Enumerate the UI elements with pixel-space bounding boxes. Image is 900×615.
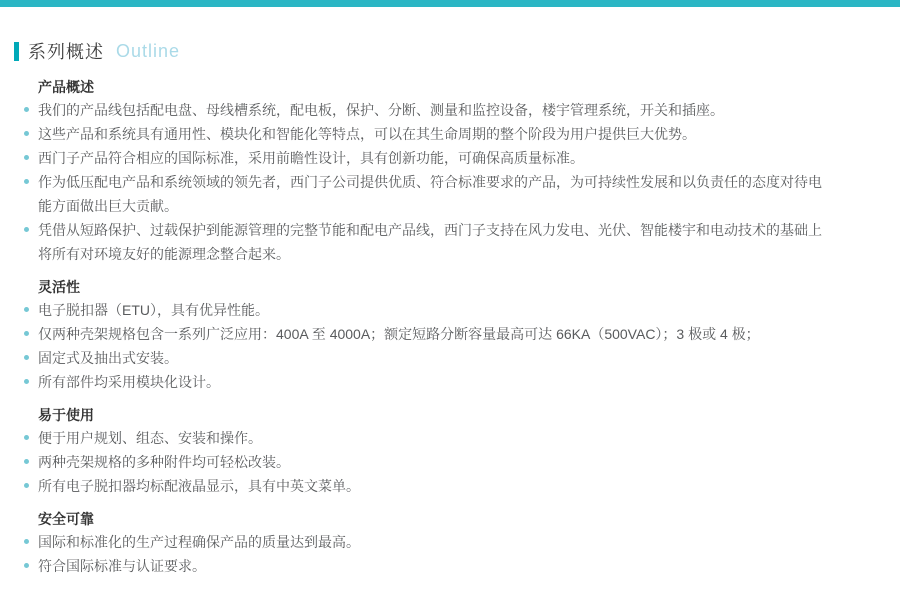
bullet-text: 西门子产品符合相应的国际标准，采用前瞻性设计，具有创新功能，可确保高质量标准。 xyxy=(38,150,584,166)
bullet-text: 仅两种壳架规格包含一系列广泛应用：400A 至 4000A；额定短路分断容量最高可达 66KA（500VAC）；3 极或 4 极； xyxy=(38,326,760,342)
bullet-dot-icon xyxy=(24,131,29,136)
list-item xyxy=(24,322,823,346)
list-item xyxy=(24,474,823,498)
bullet-text: 符合国际标准与认证要求。 xyxy=(38,558,206,574)
section-safe-reliable xyxy=(0,510,900,578)
bullet-dot-icon xyxy=(24,563,29,568)
bullet-dot-icon xyxy=(24,307,29,312)
bullet-dot-icon xyxy=(24,435,29,440)
bullet-text: 便于用户规划、组态、安装和操作。 xyxy=(38,430,262,446)
bullet-text: 两种壳架规格的多种附件均可轻松改装。 xyxy=(38,454,290,470)
bullet-text: 所有部件均采用模块化设计。 xyxy=(38,374,220,390)
bullet-text: 凭借从短路保护、过载保护到能源管理的完整节能和配电产品线，西门子支持在风力发电、光伏、智能楼宇和电动技术的基础上将所有对环境友好的能源理念整合起来。 xyxy=(38,222,822,262)
bullet-text: 这些产品和系统具有通用性、模块化和智能化等特点，可以在其生命周期的整个阶段为用户提供巨大优势。 xyxy=(38,126,696,142)
bullet-dot-icon xyxy=(24,459,29,464)
section-heading-flexibility: 灵活性 xyxy=(38,279,80,295)
bullet-text: 所有电子脱扣器均标配液晶显示，具有中英文菜单。 xyxy=(38,478,360,494)
bullet-dot-icon xyxy=(24,107,29,112)
bullet-text: 电子脱扣器（ETU），具有优异性能。 xyxy=(38,302,269,318)
bullet-list-product-overview xyxy=(24,98,900,266)
list-item xyxy=(24,122,823,146)
list-item xyxy=(24,346,823,370)
bullet-dot-icon xyxy=(24,155,29,160)
bullet-dot-icon xyxy=(24,539,29,544)
list-item xyxy=(24,98,823,122)
page-title-zh: 系列概述 xyxy=(28,42,104,62)
title-accent-bar-icon xyxy=(14,42,19,61)
page-title-en: Outline xyxy=(116,40,181,61)
bullet-text: 固定式及抽出式安装。 xyxy=(38,350,178,366)
bullet-dot-icon xyxy=(24,355,29,360)
bullet-text: 作为低压配电产品和系统领域的领先者，西门子公司提供优质、符合标准要求的产品，为可持续性发展和以负责任的态度对待电能方面做出巨大贡献。 xyxy=(38,174,822,214)
section-product-overview xyxy=(0,78,900,266)
bullet-list-safe-reliable xyxy=(24,530,900,578)
list-item xyxy=(24,530,823,554)
section-heading-safe-reliable: 安全可靠 xyxy=(38,511,94,527)
page-title xyxy=(14,40,180,62)
list-item xyxy=(24,450,823,474)
bullet-dot-icon xyxy=(24,179,29,184)
section-ease-of-use xyxy=(0,406,900,498)
section-flexibility xyxy=(0,278,900,394)
list-item xyxy=(24,298,823,322)
bullet-dot-icon xyxy=(24,483,29,488)
bullet-dot-icon xyxy=(24,331,29,336)
bullet-list-ease-of-use xyxy=(24,426,900,498)
list-item xyxy=(24,146,823,170)
bullet-text: 我们的产品线包括配电盘、母线槽系统，配电板，保护、分断、测量和监控设备，楼宇管理系统，开关和插座。 xyxy=(38,102,724,118)
bullet-dot-icon xyxy=(24,227,29,232)
bullet-list-flexibility xyxy=(24,298,900,394)
content-area xyxy=(0,61,900,578)
list-item xyxy=(24,426,823,450)
list-item xyxy=(24,218,823,266)
top-accent-bar xyxy=(0,0,900,7)
bullet-dot-icon xyxy=(24,379,29,384)
list-item xyxy=(24,170,823,218)
list-item xyxy=(24,370,823,394)
list-item xyxy=(24,554,823,578)
bullet-text: 国际和标准化的生产过程确保产品的质量达到最高。 xyxy=(38,534,360,550)
section-heading-ease-of-use: 易于使用 xyxy=(38,407,94,423)
section-heading-product-overview: 产品概述 xyxy=(38,79,94,95)
